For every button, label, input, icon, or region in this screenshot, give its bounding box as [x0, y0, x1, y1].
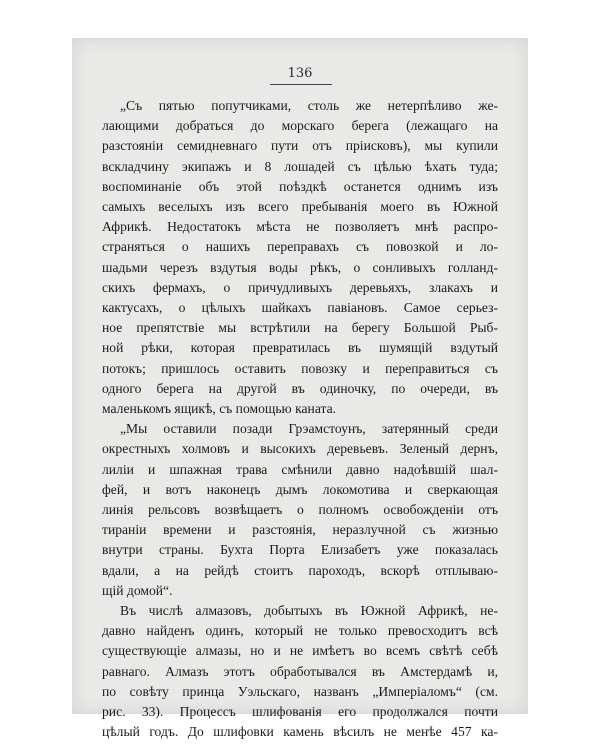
text-line: Африкѣ. Недостатокъ мѣста не позволяетъ мнѣ распро- [102, 219, 498, 235]
text-line: внутри страны. Бухта Порта Елизабетъ уже показалась [102, 542, 498, 558]
text-line: страняться о нашихъ переправахъ съ повозкой и ло- [102, 239, 498, 255]
text-line: скихъ фермахъ, о причудливыхъ деревьяхъ, злакахъ и [102, 279, 498, 295]
text-line: лиліи и шпажная трава смѣнили давно надоѣвшій шал- [102, 461, 498, 477]
text-line: фей, и вотъ наконецъ дымъ локомотива и сверкающая [102, 481, 498, 497]
text-line: цѣлый годъ. До шлифовки камень вѣсилъ не менѣе 457 ка- [102, 724, 498, 740]
text-line: равнаго. Алмазъ этотъ обработывался въ Амстердамѣ и, [102, 663, 498, 679]
text-line: лающими добраться до морскаго берега (лежащаго на [102, 118, 498, 134]
page-number: 136 [287, 66, 313, 81]
text-line: воспоминаніе объ этой поѣздкѣ останется однимъ изъ [102, 178, 498, 194]
text-line: ной рѣки, которая превратилась въ шумящій вздутый [102, 340, 498, 356]
text-line: окрестныхъ холмовъ и высокихъ деревьевъ. Зеленый дернъ, [102, 441, 498, 457]
text-line: ное препятствіе мы встрѣтили на берегу Большой Рыб- [102, 320, 498, 336]
text-line: потокъ; пришлось оставить повозку и переправиться съ [102, 360, 498, 376]
text-line: „Съ пятью попутчиками, столь же нетерпѣливо же- [120, 98, 498, 113]
header-rule [270, 84, 332, 85]
text-line: линія рельсовъ возвѣщаетъ о полномъ освобожденіи отъ [102, 502, 498, 518]
body-text [102, 96, 498, 743]
text-line: шадьми черезъ вздутыя воды рѣкъ, о сонливыхъ голланд- [102, 259, 498, 275]
text-line: разстояніи семидневнаго пути отъ пріисковъ), мы купили [102, 138, 498, 154]
text-line: по совѣту принца Уэльскаго, названъ „Имперіаломъ“ (см. [102, 683, 498, 699]
text-line: кактусахъ, о цѣлыхъ шайкахъ павіановъ. Самое серьез- [102, 300, 498, 316]
text-line: вскладчину экипажъ и 8 лошадей съ цѣлью ѣхать туда; [102, 158, 498, 174]
text-line: Въ числѣ алмазовъ, добытыхъ въ Южной Африкѣ, не- [120, 603, 498, 619]
text-line: одного берега на другой въ одиночку, по очереди, въ [102, 380, 498, 396]
text-line: вдали, а на рейдѣ стоитъ пароходъ, вскорѣ отплываю- [102, 562, 498, 578]
text-line: давно найденъ одинъ, который не только превосходитъ всѣ [102, 623, 498, 639]
text-line: рис. 33). Процессъ шлифованія его продолжался почти [102, 704, 498, 720]
text-line: „Мы оставили позади Грэамстоунъ, затерянный среди [120, 421, 498, 437]
text-line: тираніи времени и разстоянія, неразлучной съ жизнью [102, 522, 498, 538]
text-line: щій домой“. [102, 582, 173, 598]
text-line: маленькомъ ящикѣ, съ помощью каната. [102, 401, 337, 417]
book-page [72, 38, 528, 740]
text-line: самыхъ веселыхъ изъ всего пребыванія моего въ Южной [102, 199, 498, 215]
text-line: существующіе алмазы, но и не имѣетъ во всемъ свѣтѣ себѣ [102, 643, 498, 659]
